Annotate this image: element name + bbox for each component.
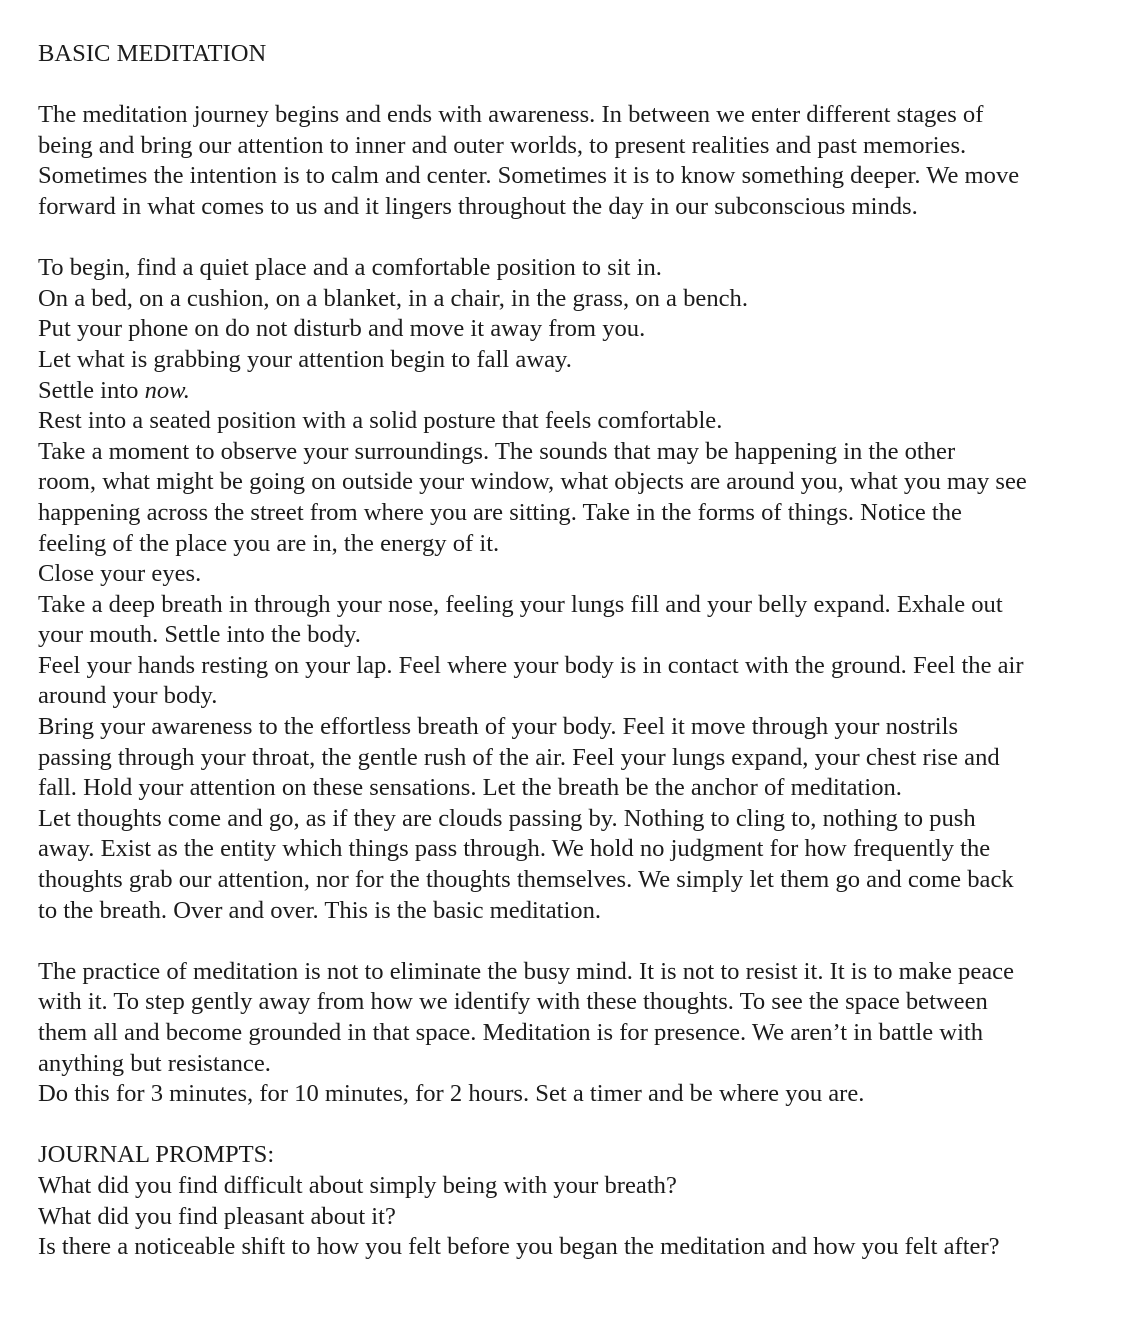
- instruction-line: Let what is grabbing your attention begin to fall away.: [38, 345, 572, 373]
- instruction-line: passing through your throat, the gentle rush of the air. Feel your lungs expand, your chest rise and: [38, 743, 1000, 771]
- instruction-line: Take a deep breath in through your nose, feeling your lungs fill and your belly expand. Exhale out: [38, 590, 1003, 618]
- instruction-line: Put your phone on do not disturb and move it away from you.: [38, 315, 646, 343]
- practice-line: Do this for 3 minutes, for 10 minutes, for 2 hours. Set a timer and be where you are.: [38, 1080, 865, 1108]
- instruction-line: to the breath. Over and over. This is the basic meditation.: [38, 896, 602, 924]
- instruction-line: Let thoughts come and go, as if they are clouds passing by. Nothing to cling to, nothing to push: [38, 804, 976, 832]
- instruction-line: room, what might be going on outside your window, what objects are around you, what you may see: [38, 468, 1027, 496]
- instruction-line: your mouth. Settle into the body.: [38, 621, 361, 649]
- instruction-line: thoughts grab our attention, nor for the thoughts themselves. We simply let them go and come back: [38, 866, 1014, 894]
- instruction-line: fall. Hold your attention on these sensations. Let the breath be the anchor of meditation.: [38, 774, 902, 802]
- practice-line: The practice of meditation is not to eliminate the busy mind. It is not to resist it. It is to make peace: [38, 957, 1015, 985]
- paragraph-spacer: [38, 926, 1103, 957]
- journal-prompt: What did you find difficult about simply being with your breath?: [38, 1171, 677, 1199]
- instruction-line: Feel your hands resting on your lap. Feel where your body is in contact with the ground. Feel the air: [38, 651, 1024, 679]
- journal-prompt: What did you find pleasant about it?: [38, 1202, 396, 1230]
- practice-line: with it. To step gently away from how we identify with these thoughts. To see the space between: [38, 988, 988, 1016]
- journal-prompt: Is there a noticeable shift to how you felt before you began the meditation and how you felt after?: [38, 1233, 1000, 1261]
- paragraph-spacer: [38, 1110, 1103, 1141]
- journal-section: [38, 1140, 1103, 1262]
- paragraph-spacer: [38, 223, 1103, 254]
- instructions-section: [38, 253, 1103, 926]
- document-page: [38, 39, 1103, 1263]
- instruction-line: [38, 376, 1103, 407]
- practice-line: anything but resistance.: [38, 1049, 271, 1077]
- instruction-line: happening across the street from where you are sitting. Take in the forms of things. Notice the: [38, 498, 962, 526]
- instruction-line: away. Exist as the entity which things pass through. We hold no judgment for how frequently the: [38, 835, 991, 863]
- instruction-line: To begin, find a quiet place and a comfortable position to sit in.: [38, 254, 662, 282]
- document-title: BASIC MEDITATION: [38, 40, 267, 67]
- instruction-line: Close your eyes.: [38, 560, 202, 588]
- paragraph-spacer: [38, 70, 1103, 101]
- intro-line: The meditation journey begins and ends with awareness. In between we enter different stages of: [38, 101, 984, 129]
- settle-text: Settle into: [38, 376, 145, 404]
- instruction-line: Take a moment to observe your surroundings. The sounds that may be happening in the other: [38, 437, 956, 465]
- instruction-line: On a bed, on a cushion, on a blanket, in a chair, in the grass, on a bench.: [38, 284, 748, 312]
- emphasis-now: now.: [144, 376, 190, 404]
- practice-line: them all and become grounded in that space. Meditation is for presence. We aren’t in battle with: [38, 1019, 984, 1046]
- instruction-line: Bring your awareness to the effortless breath of your body. Feel it move through your nostrils: [38, 713, 959, 741]
- intro-line: forward in what comes to us and it lingers throughout the day in our subconscious minds.: [38, 192, 918, 220]
- journal-heading: JOURNAL PROMPTS:: [38, 1141, 275, 1169]
- intro-line: being and bring our attention to inner and outer worlds, to present realities and past memories.: [38, 131, 967, 159]
- practice-paragraph: [38, 957, 1103, 1110]
- intro-line: Sometimes the intention is to calm and center. Sometimes it is to know something deeper. We move: [38, 162, 1020, 190]
- instruction-line: Rest into a seated position with a solid posture that feels comfortable.: [38, 407, 723, 435]
- intro-paragraph: [38, 100, 1103, 222]
- instruction-line: around your body.: [38, 682, 218, 710]
- instruction-line: feeling of the place you are in, the energy of it.: [38, 529, 500, 557]
